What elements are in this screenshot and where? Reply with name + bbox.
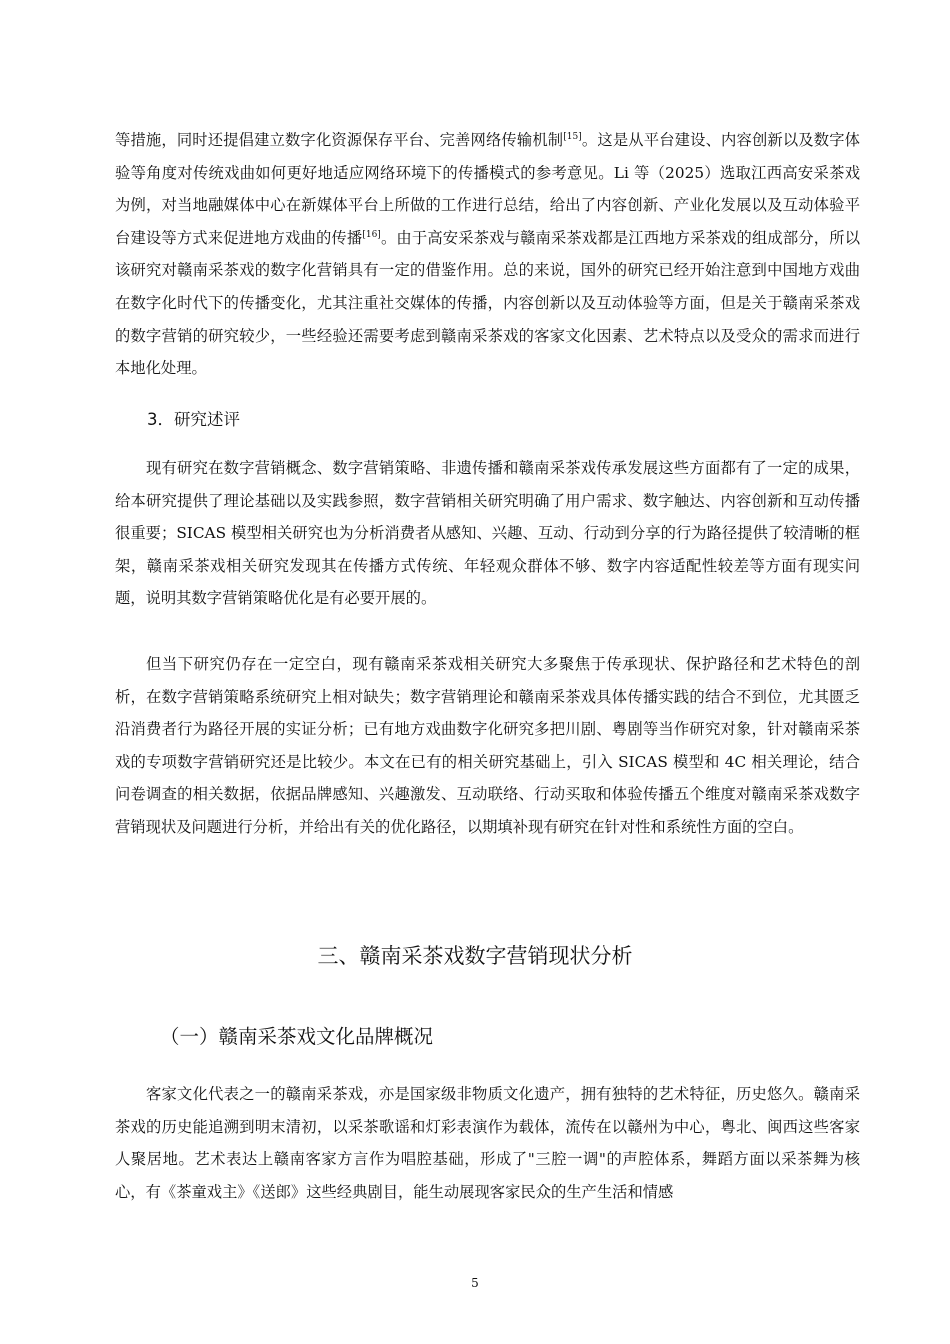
section-subheading: 3．研究述评 bbox=[147, 410, 240, 429]
section-title: （一）赣南采茶戏文化品牌概况 bbox=[160, 1025, 434, 1048]
body-paragraph: 现有研究在数字营销概念、数字营销策略、非遗传播和赣南采茶戏传承发展这些方面都有了一定的成果，给本研究提供了理论基础以及实践参照，数字营销相关研究明确了用户需求、数字触达、内容创新和互动传播很重要；SICAS 模型相关研究也为分析消费者从感知、兴趣、互动、行动到分享的行为路径提供了较清晰的框架，赣南采茶戏相关研究发现其在传播方式传统、年轻观众群体不够、数字内容适配性较差等方面有现实问题，说明其数字营销策略优化是有必要开展的。 bbox=[115, 459, 860, 608]
body-paragraph: 但当下研究仍存在一定空白，现有赣南采茶戏相关研究大多聚焦于传承现状、保护路径和艺术特色的剖析，在数字营销策略系统研究上相对缺失；数字营销理论和赣南采茶戏具体传播实践的结合不到位，尤其匮乏沿消费者行为路径开展的实证分析；已有地方戏曲数字化研究多把川剧、粤剧等当作研究对象，针对赣南采茶戏的专项数字营销研究还是比较少。本文在已有的相关研究基础上，引入 SICAS 模型和 4C 相关理论，结合问卷调查的相关数据，依据品牌感知、兴趣激发、互动联络、行动买取和体验传播五个维度对赣南采茶戏数字营销现状及问题进行分析，并给出有关的优化路径，以期填补现有研究在针对性和系统性方面的空白。 bbox=[115, 655, 860, 836]
paragraph-text: 。由于高安采茶戏与赣南采茶戏都是江西地方采茶戏的组成部分，所以该研究对赣南采茶戏的数字化营销具有一定的借鉴作用。总的来说，国外的研究已经开始注意到中国地方戏曲在数字化时代下的传播变化，尤其注重社交媒体的传播，内容创新以及互动体验等方面，但是关于赣南采茶戏的数字营销的研究较少，一些经验还需要考虑到赣南采茶戏的客家文化因素、艺术特点以及受众的需求而进行本地化处理。 bbox=[115, 228, 860, 378]
chapter-title: 三、赣南采茶戏数字营销现状分析 bbox=[317, 944, 633, 968]
citation-reference: [16] bbox=[362, 229, 381, 240]
page-number: 5 bbox=[471, 1276, 479, 1290]
body-paragraph-continuation bbox=[115, 124, 860, 385]
paragraph-text: 。这是从平台建设、内容创新以及数字体验等角度对传统戏曲如何更好地适应网络环境下的传播模式的参考意见。Li 等（2025）选取江西高安采茶戏为例，对当地融媒体中心在新媒体平台上所做的工作进行总结，给出了内容创新、产业化发展以及互动体验平台建设等方式来促进地方戏曲的传播 bbox=[115, 131, 860, 247]
citation-reference: [15] bbox=[563, 131, 582, 142]
paragraph-text: 等措施，同时还提倡建立数字化资源保存平台、完善网络传输机制 bbox=[115, 131, 564, 149]
body-paragraph: 客家文化代表之一的赣南采茶戏，亦是国家级非物质文化遗产，拥有独特的艺术特征，历史悠久。赣南采茶戏的历史能追溯到明末清初，以采茶歌谣和灯彩表演作为载体，流传在以赣州为中心，粤北、闽西这些客家人聚居地。艺术表达上赣南客家方言作为唱腔基础，形成了"三腔一调"的声腔体系，舞蹈方面以采茶舞为核心，有《茶童戏主》《送郎》这些经典剧目，能生动展现客家民众的生产生活和情感 bbox=[115, 1085, 860, 1201]
